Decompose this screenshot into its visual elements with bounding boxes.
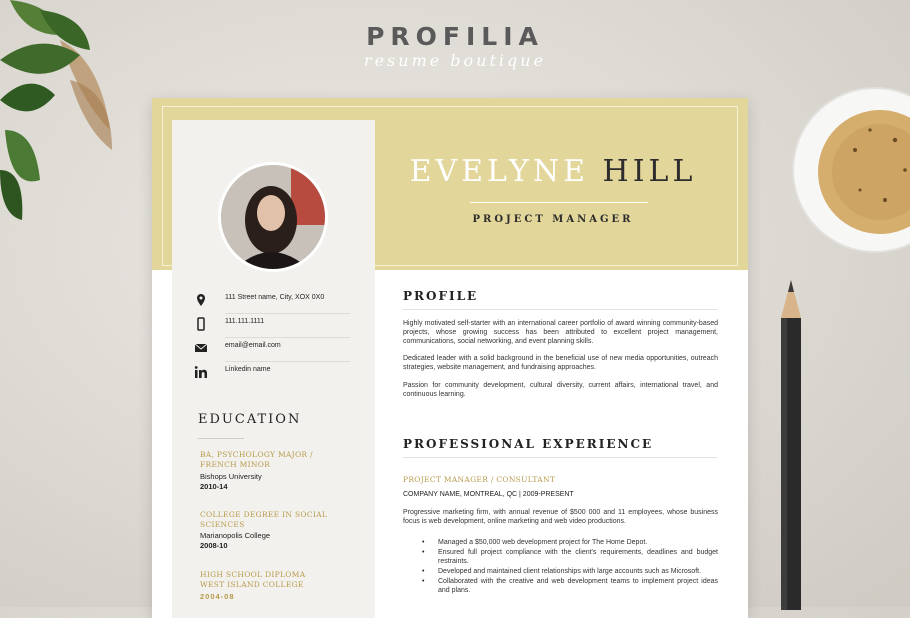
- profile-paragraph: Dedicated leader with a solid background in the beneficial use of new media opportunities, outreach strategies, website management, and fundraising approaches.: [403, 355, 718, 371]
- plant-leaves-image: [0, 0, 120, 240]
- envelope-icon: [194, 341, 208, 355]
- candidate-name: [378, 154, 728, 189]
- resume-document: [152, 98, 748, 618]
- location-pin-icon: [194, 293, 208, 307]
- contact-email: [194, 338, 354, 360]
- profile-paragraph: Passion for community development, cultural diversity, current affairs, international travel, and continuous learning.: [403, 382, 718, 398]
- phone-text: 111.111.1111: [225, 318, 265, 325]
- profile-photo: [218, 162, 328, 272]
- education-school: Marianopolis College: [200, 531, 271, 540]
- profile-heading: PROFILE: [403, 289, 479, 303]
- phone-icon: [194, 317, 208, 331]
- education-years: 2008-10: [200, 541, 228, 550]
- contact-linkedin: [194, 362, 354, 384]
- coffee-cup-image: [775, 60, 910, 280]
- education-years: 2004-08: [200, 592, 235, 601]
- education-years: 2010-14: [200, 482, 228, 491]
- last-name: HILL: [602, 154, 697, 189]
- contact-phone: [194, 314, 354, 336]
- resume-sidebar: [172, 120, 375, 618]
- profile-rule: [403, 309, 717, 310]
- education-heading: EDUCATION: [198, 412, 302, 427]
- job-title: PROJECT MANAGER: [472, 214, 634, 225]
- first-name: EVELYNE: [409, 154, 589, 189]
- pencil-image: [778, 280, 804, 610]
- experience-heading: PROFESSIONAL EXPERIENCE: [403, 437, 654, 451]
- brand-name: PROFILIA: [366, 22, 544, 51]
- education-school: Bishops University: [200, 472, 262, 481]
- experience-company: COMPANY NAME, MONTREAL, QC | 2009-PRESENT: [403, 491, 574, 498]
- education-degree: BA, PSYCHOLOGY MAJOR / FRENCH MINOR: [200, 450, 313, 469]
- email-text: email@email.com: [225, 342, 281, 349]
- education-rule: [198, 438, 244, 439]
- name-rule: [470, 202, 648, 203]
- list-item: • Managed a $50,000 web development project for The Home Depot.: [422, 538, 718, 547]
- list-item: • Collaborated with the creative and web development teams to implement project ideas and plans.: [422, 577, 718, 595]
- experience-summary: Progressive marketing firm, with annual revenue of $500 000 and 11 employees, whose business focus is web development, online marketing and web video productions.: [403, 509, 718, 525]
- experience-job-title: PROJECT MANAGER / CONSULTANT: [403, 475, 556, 484]
- linkedin-text: Linkedin name: [225, 366, 271, 373]
- list-item: • Developed and maintained client relationships with large accounts such as Microsoft.: [422, 567, 718, 576]
- linkedin-icon: [194, 365, 208, 379]
- profile-paragraph: Highly motivated self-starter with an international career portfolio of award winning community-based projects, whose growing success has been attributed to excellent project management, communications, social networking, and event planning skills.: [403, 320, 718, 345]
- contact-address: [194, 290, 354, 312]
- education-degree: COLLEGE DEGREE IN SOCIAL SCIENCES: [200, 510, 328, 529]
- brand-header: [0, 22, 910, 70]
- brand-tagline: resume boutique: [363, 51, 547, 70]
- experience-bullets: [422, 538, 718, 596]
- education-degree: HIGH SCHOOL DIPLOMA WEST ISLAND COLLEGE: [200, 570, 306, 589]
- experience-rule: [403, 457, 717, 458]
- list-item: • Ensured full project compliance with the client's requirements, deadlines and budget restraints.: [422, 548, 718, 566]
- portrait-image: [221, 165, 325, 269]
- address-text: 111 Street name, City, XOX 0X0: [225, 294, 325, 301]
